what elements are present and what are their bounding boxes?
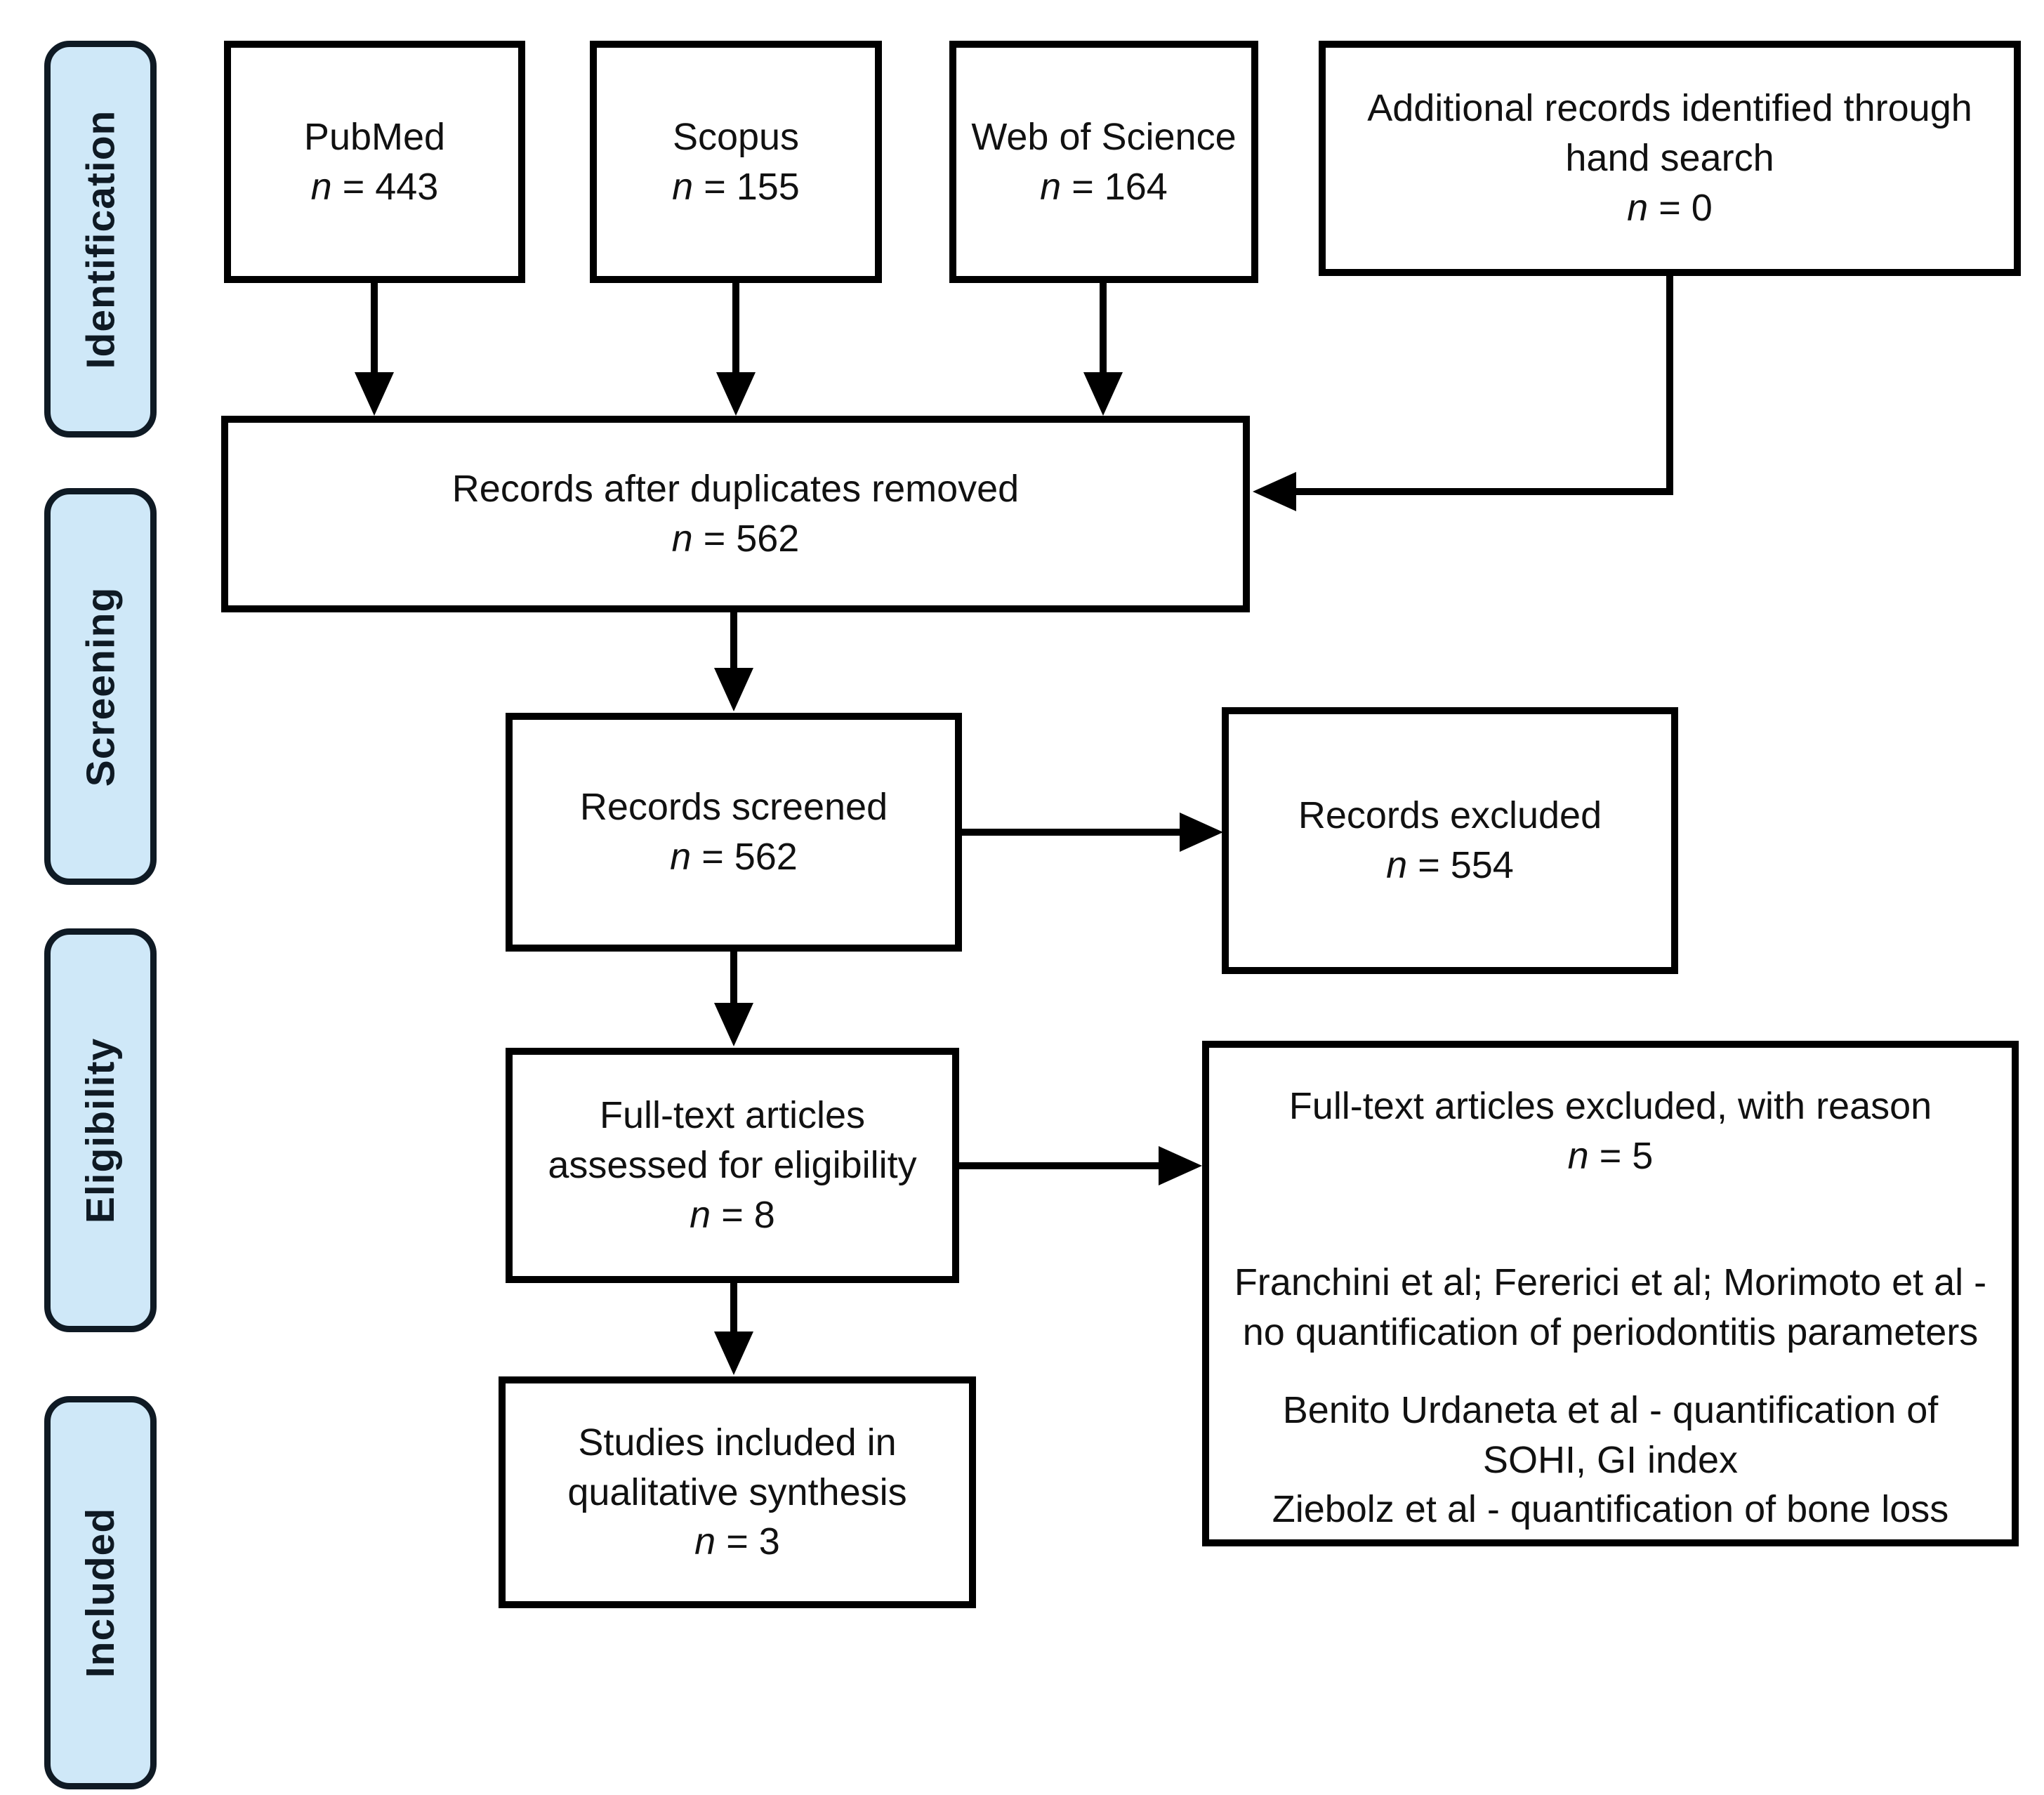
arrow-scopus-to-duplicates-line (732, 281, 739, 374)
stage-eligibility (44, 928, 157, 1332)
box-duplicates-removed-title: Records after duplicates removed (451, 468, 1020, 511)
arrow-duplicates-to-screened-head (714, 668, 753, 711)
box-fulltext-excluded-reason-3: Ziebolz et al - quantification of bone loss (1272, 1488, 1949, 1531)
box-fulltext-assessed (506, 1048, 959, 1283)
box-hand-search-count: n = 0 (1627, 186, 1713, 229)
arrow-fulltext-to-included-head (714, 1332, 753, 1375)
arrow-screened-to-excluded-head (1180, 813, 1223, 852)
stage-included-label: Included (78, 1507, 124, 1678)
stage-identification (44, 41, 157, 438)
arrow-fulltext-to-excluded-head (1159, 1146, 1202, 1185)
box-fulltext-excluded-title: Full-text articles excluded, with reason (1288, 1085, 1932, 1127)
stage-identification-label: Identification (78, 110, 124, 369)
box-records-excluded-title: Records excluded (1298, 794, 1602, 837)
box-fulltext-excluded (1202, 1041, 2019, 1546)
box-fulltext-assessed-count: n = 8 (690, 1193, 775, 1236)
box-pubmed-title: PubMed (303, 115, 446, 158)
arrow-screened-to-fulltext-head (714, 1003, 753, 1046)
box-pubmed (224, 41, 525, 283)
box-duplicates-removed (221, 416, 1250, 612)
arrow-fulltext-to-excluded-line (958, 1162, 1160, 1169)
elbow-hand-search-head (1253, 472, 1296, 511)
stage-eligibility-label: Eligibility (78, 1037, 124, 1223)
arrow-fulltext-to-included-line (730, 1282, 737, 1332)
arrow-scopus-to-duplicates-head (716, 372, 756, 416)
box-records-screened-count: n = 562 (670, 836, 798, 878)
arrow-screened-to-excluded-line (961, 829, 1181, 836)
box-fulltext-assessed-title: Full-text articles assessed for eligibility (548, 1094, 917, 1187)
box-records-excluded (1222, 707, 1678, 974)
elbow-hand-search-horizontal-line (1296, 488, 1673, 495)
box-scopus-title: Scopus (672, 115, 800, 158)
box-scopus (590, 41, 882, 283)
stage-included (44, 1396, 157, 1789)
box-web-of-science-title: Web of Science (971, 115, 1237, 158)
box-records-screened (506, 713, 962, 952)
box-included-studies-count: n = 3 (694, 1520, 780, 1563)
stage-screening-label: Screening (78, 586, 123, 787)
box-pubmed-count: n = 443 (310, 165, 439, 208)
box-fulltext-excluded-reason-1: Franchini et al; Fererici et al; Morimoto et al - no quantification of periodontitis parameters (1234, 1261, 1987, 1354)
box-fulltext-excluded-count: n = 5 (1567, 1134, 1654, 1177)
box-records-excluded-count: n = 554 (1386, 844, 1514, 886)
box-fulltext-excluded-reason-2: Benito Urdaneta et al - quantification of SOHI, GI index (1282, 1388, 1939, 1481)
box-included-studies (499, 1376, 976, 1608)
arrow-duplicates-to-screened-line (730, 610, 737, 668)
box-duplicates-removed-count: n = 562 (671, 518, 800, 560)
box-web-of-science (949, 41, 1258, 283)
box-scopus-count: n = 155 (672, 165, 800, 208)
arrow-pubmed-to-duplicates-line (371, 281, 378, 374)
box-hand-search (1319, 41, 2021, 276)
box-web-of-science-count: n = 164 (1040, 165, 1168, 208)
arrow-wos-to-duplicates-line (1100, 281, 1107, 374)
box-hand-search-title: Additional records identified through hand search (1367, 87, 1972, 180)
stage-screening (44, 488, 157, 885)
arrow-screened-to-fulltext-line (730, 950, 737, 1003)
elbow-hand-search-vertical-line (1666, 275, 1673, 495)
box-included-studies-title: Studies included in qualitative synthesis (567, 1421, 907, 1513)
box-records-screened-title: Records screened (579, 786, 888, 829)
arrow-wos-to-duplicates-head (1083, 372, 1123, 416)
arrow-pubmed-to-duplicates-head (355, 372, 394, 416)
